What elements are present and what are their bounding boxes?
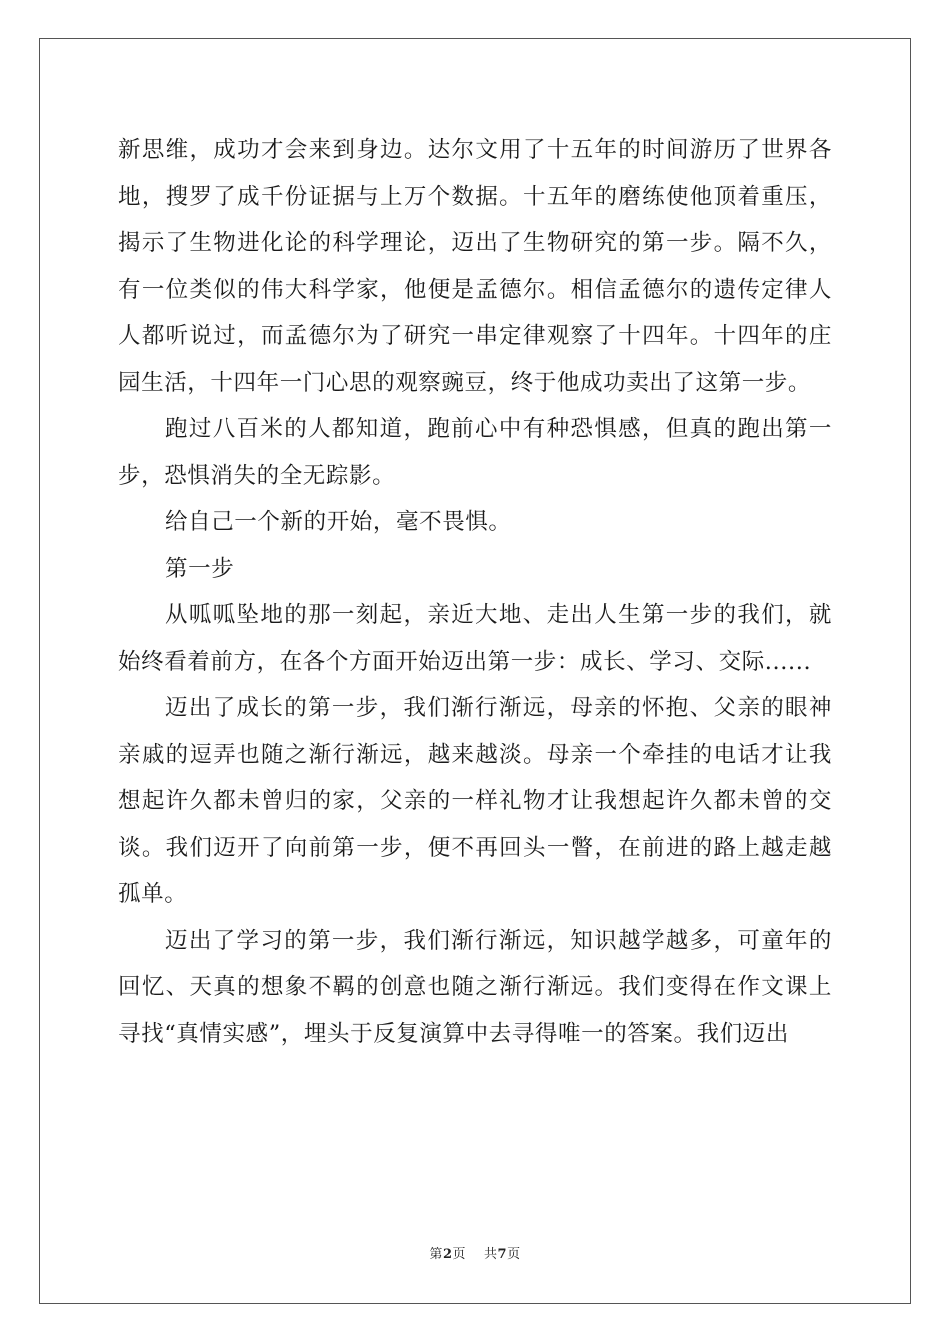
paragraph: 新思维，成功才会来到身边。达尔文用了十五年的时间游历了世界各地，搜罗了成千份证据与上万个数据。十五年的磨练使他顶着重压，揭示了生物进化论的科学理论，迈出了生物研究的第一步。隔不久，有一位类似的伟大科学家，他便是孟德尔。相信孟德尔的遗传定律人人都听说过，而孟德尔为了研究一串定律观察了十四年。十四年的庄园生活，十四年一门心思的观察豌豆，终于他成功卖出了这第一步。 [118,137,832,396]
page-label-suffix: 页 [452,1247,466,1262]
page-label-prefix: 第 [429,1247,443,1262]
total-pages: 7 [497,1247,508,1262]
page-number: 2 [442,1247,453,1262]
paragraph: 给自己一个新的开始，毫不畏惧。 [165,509,512,535]
page-footer [0,1243,950,1262]
paragraph: 跑过八百米的人都知道，跑前心中有种恐惧感，但真的跑出第一步，恐惧消失的全无踪影。 [118,416,832,489]
paragraph: 迈出了成长的第一步，我们渐行渐远，母亲的怀抱、父亲的眼神亲戚的逗弄也随之渐行渐远，越来越淡。母亲一个牵挂的电话才让我想起许久都未曾归的家，父亲的一样礼物才让我想起许久都未曾的交谈。我们迈开了向前第一步，便不再回头一瞥，在前进的路上越走越孤单。 [118,695,832,907]
total-label-prefix: 共 [484,1247,498,1262]
paragraph: 迈出了学习的第一步，我们渐行渐远，知识越学越多，可童年的回忆、天真的想象不羁的创意也随之渐行渐远。我们变得在作文课上寻找“真情实感”，埋头于反复演算中去寻得唯一的答案。我们迈出 [118,927,832,1047]
total-label-suffix: 页 [507,1247,521,1262]
paragraph: 从呱呱坠地的那一刻起，亲近大地、走出人生第一步的我们，就始终看着前方，在各个方面开始迈出第一步：成长、学习、交际...... [118,602,832,675]
section-heading: 第一步 [165,555,235,582]
document-body [118,127,832,1057]
